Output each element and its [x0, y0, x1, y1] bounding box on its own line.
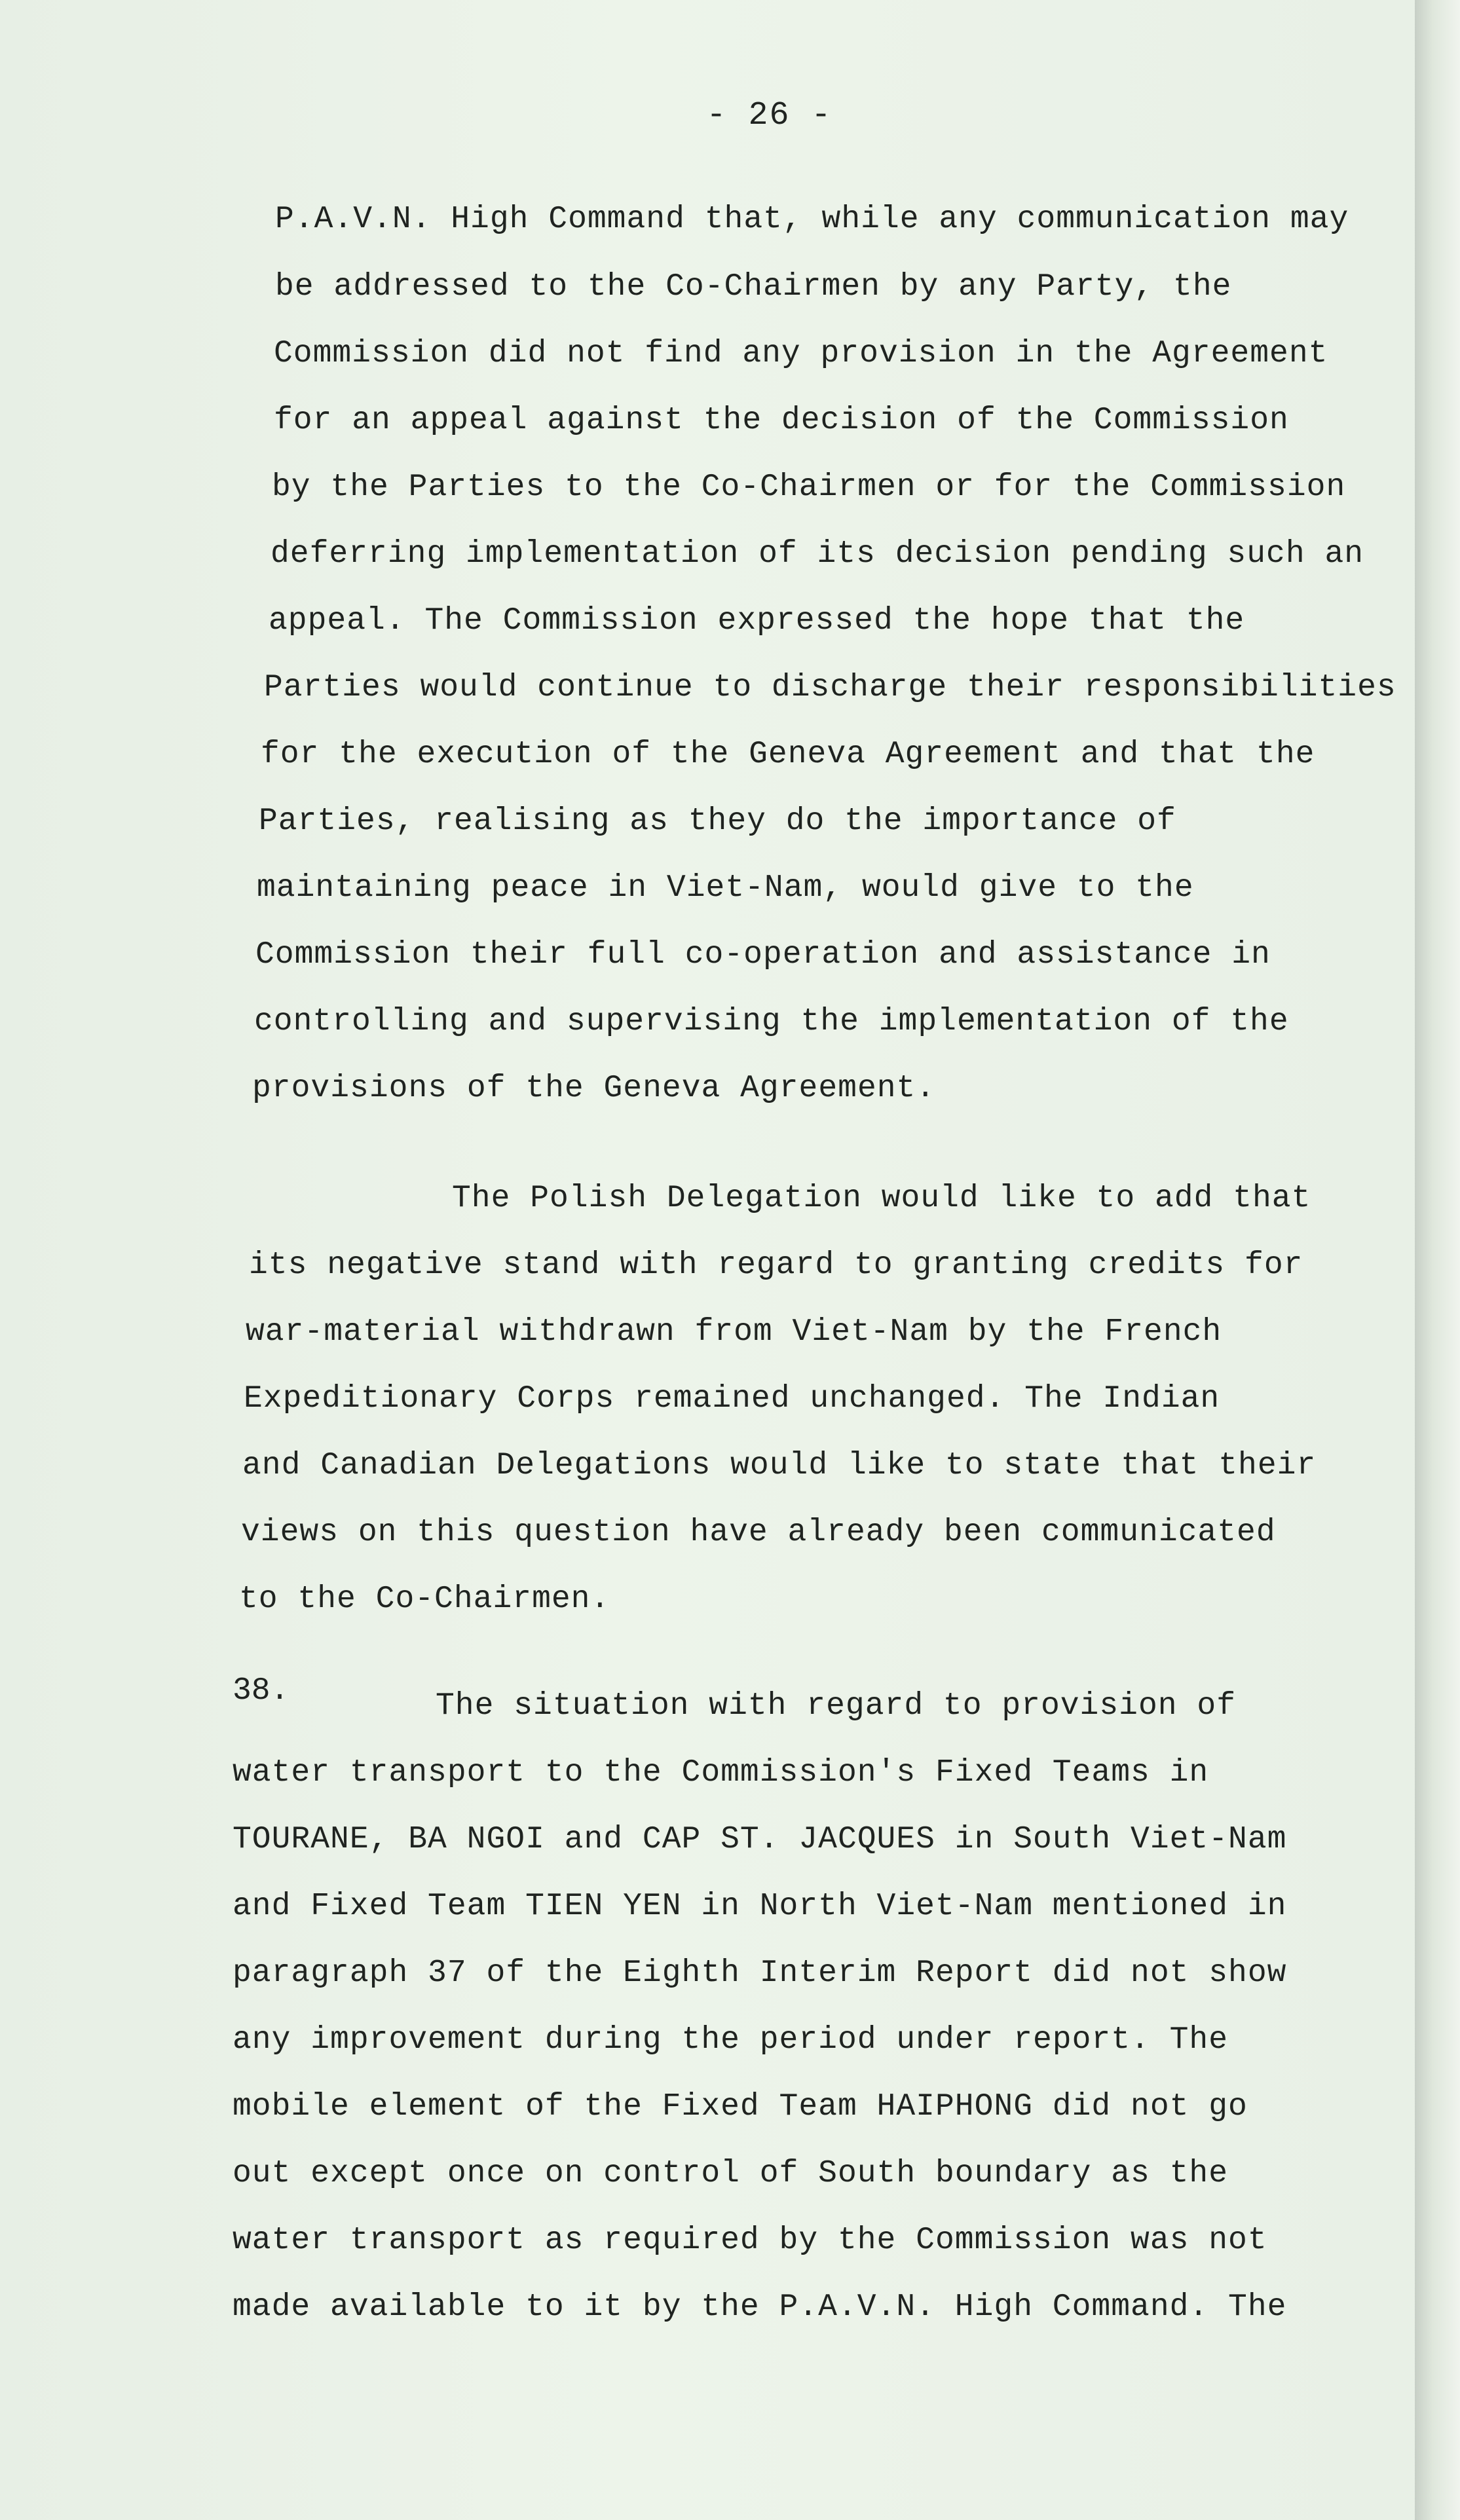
- text-line: Expeditionary Corps remained unchanged. The Indian: [244, 1381, 1220, 1417]
- page-number-text: - 26 -: [706, 97, 833, 134]
- text-line: paragraph 37 of the Eighth Interim Report did not show: [233, 1955, 1287, 1991]
- text-line: out except once on control of South boundary as the: [233, 2156, 1229, 2191]
- paragraph-number: 38.: [233, 1673, 290, 1709]
- text-line: by the Parties to the Co-Chairmen or for the Commission: [272, 470, 1346, 505]
- text-line: Parties, realising as they do the importance of: [259, 804, 1176, 839]
- text-line: maintaining peace in Viet-Nam, would give to the: [257, 870, 1194, 906]
- text-line: Commission their full co-operation and assistance in: [255, 937, 1271, 973]
- text-line: provisions of the Geneva Agreement.: [252, 1071, 936, 1106]
- page-number: [0, 97, 1460, 134]
- text-line: any improvement during the period under report. The: [233, 2022, 1229, 2058]
- page-edge: [1415, 0, 1460, 2520]
- text-line: and Canadian Delegations would like to state that their: [242, 1448, 1317, 1483]
- text-line: Parties would continue to discharge their responsibilities: [264, 670, 1396, 705]
- text-line: The situation with regard to provision of: [436, 1688, 1236, 1724]
- text-line: water transport to the Commission's Fixed Teams in: [233, 1755, 1209, 1790]
- text-line: TOURANE, BA NGOI and CAP ST. JACQUES in South Viet-Nam: [233, 1822, 1287, 1857]
- text-line: P.A.V.N. High Command that, while any communication may: [275, 202, 1349, 237]
- text-line: controlling and supervising the implementation of the: [254, 1004, 1289, 1039]
- text-line: for an appeal against the decision of the Commission: [274, 403, 1289, 438]
- text-line: appeal. The Commission expressed the hope that the: [269, 603, 1245, 639]
- text-line: deferring implementation of its decision pending such an: [271, 536, 1364, 572]
- text-line: its negative stand with regard to granting credits for: [249, 1248, 1303, 1283]
- text-line: war-material withdrawn from Viet-Nam by the French: [246, 1314, 1222, 1350]
- text-line: made available to it by the P.A.V.N. High Command. The: [233, 2289, 1287, 2325]
- text-line: to the Co-Chairmen.: [239, 1582, 610, 1617]
- text-line: mobile element of the Fixed Team HAIPHONG did not go: [233, 2089, 1248, 2124]
- text-line: The Polish Delegation would like to add that: [452, 1181, 1311, 1216]
- text-line: Commission did not find any provision in the Agreement: [274, 336, 1328, 371]
- text-line: water transport as required by the Commission was not: [233, 2223, 1267, 2258]
- text-line: and Fixed Team TIEN YEN in North Viet-Nam mentioned in: [233, 1889, 1287, 1924]
- text-line: views on this question have already been communicated: [241, 1515, 1276, 1550]
- text-line: be addressed to the Co-Chairmen by any Party, the: [275, 269, 1232, 305]
- text-line: for the execution of the Geneva Agreement and that the: [261, 737, 1315, 772]
